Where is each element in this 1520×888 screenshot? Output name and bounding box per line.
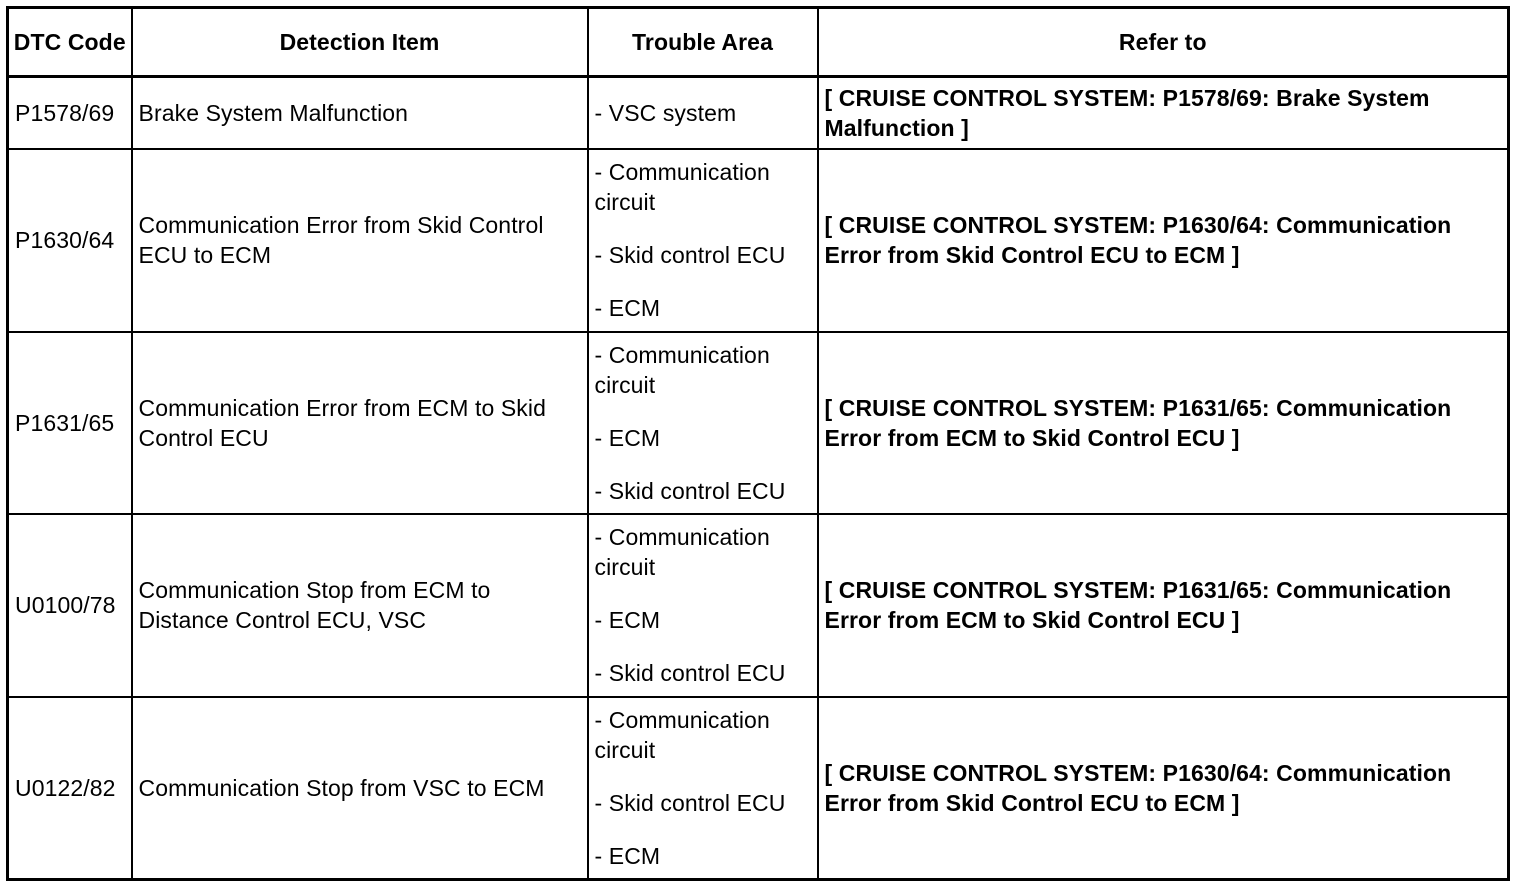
trouble-area-item: - Communication circuit [594, 159, 770, 216]
trouble-area-item: - Skid control ECU [594, 242, 786, 269]
header-trouble-area: Trouble Area [588, 8, 818, 77]
table-row [8, 332, 1509, 514]
table-header [8, 8, 1509, 77]
trouble-area-cell [588, 697, 818, 880]
refer-to-link[interactable]: [ CRUISE CONTROL SYSTEM: P1630/64: Communication Error from Skid Control ECU to ECM ] [818, 697, 1509, 880]
trouble-area-item: - Skid control ECU [594, 660, 786, 687]
dtc-code-cell: U0122/82 [8, 697, 132, 880]
trouble-area-item: - Skid control ECU [594, 789, 786, 816]
trouble-area-cell [588, 514, 818, 696]
table-row [8, 514, 1509, 696]
header-row [8, 8, 1509, 77]
table-body [8, 77, 1509, 880]
trouble-area-item: - ECM [594, 607, 661, 634]
header-detection-item: Detection Item [132, 8, 588, 77]
trouble-area-list [595, 522, 811, 688]
dtc-table [6, 6, 1510, 881]
trouble-area-list [595, 157, 811, 323]
refer-to-link[interactable]: [ CRUISE CONTROL SYSTEM: P1631/65: Communication Error from ECM to Skid Control ECU ] [818, 514, 1509, 696]
trouble-area-item: - ECM [594, 295, 661, 322]
trouble-area-item: - ECM [594, 424, 661, 451]
detection-item-cell: Communication Stop from ECM to Distance Control ECU, VSC [132, 514, 588, 696]
header-dtc-code: DTC Code [8, 8, 132, 77]
dtc-code-cell: P1631/65 [8, 332, 132, 514]
detection-item-cell: Communication Stop from VSC to ECM [132, 697, 588, 880]
dtc-code-cell: P1630/64 [8, 149, 132, 331]
refer-to-link[interactable]: [ CRUISE CONTROL SYSTEM: P1630/64: Communication Error from Skid Control ECU to ECM ] [818, 149, 1509, 331]
detection-item-cell: Brake System Malfunction [132, 77, 588, 150]
trouble-area-item: - Communication circuit [594, 706, 770, 763]
trouble-area-list [595, 705, 811, 871]
trouble-area-item: - Communication circuit [594, 341, 770, 398]
header-refer-to: Refer to [818, 8, 1509, 77]
trouble-area-cell [588, 149, 818, 331]
trouble-area-item: - VSC system [594, 100, 737, 127]
dtc-code-cell: U0100/78 [8, 514, 132, 696]
trouble-area-item: - ECM [594, 842, 661, 869]
trouble-area-item: - Communication circuit [594, 524, 770, 581]
refer-to-link[interactable]: [ CRUISE CONTROL SYSTEM: P1631/65: Communication Error from ECM to Skid Control ECU ] [818, 332, 1509, 514]
trouble-area-list [595, 98, 811, 128]
refer-to-link[interactable]: [ CRUISE CONTROL SYSTEM: P1578/69: Brake System Malfunction ] [818, 77, 1509, 150]
detection-item-cell: Communication Error from Skid Control ECU to ECM [132, 149, 588, 331]
trouble-area-cell [588, 77, 818, 150]
trouble-area-list [595, 340, 811, 506]
dtc-code-cell: P1578/69 [8, 77, 132, 150]
table-row [8, 697, 1509, 880]
trouble-area-item: - Skid control ECU [594, 477, 786, 504]
detection-item-cell: Communication Error from ECM to Skid Control ECU [132, 332, 588, 514]
trouble-area-cell [588, 332, 818, 514]
table-row [8, 77, 1509, 150]
table-row [8, 149, 1509, 331]
